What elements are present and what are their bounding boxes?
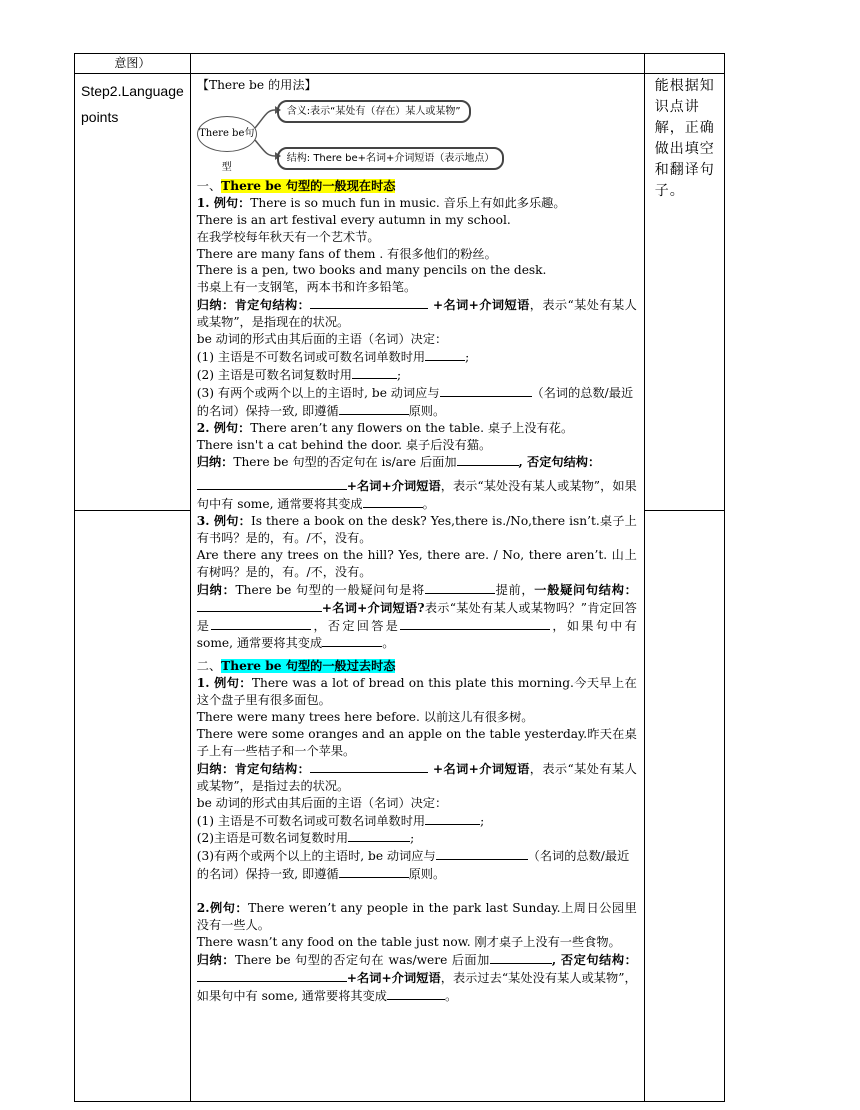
rule-text: (1) 主语是不可数名词或可数名词单数时用 — [196, 813, 426, 828]
part1-summary3 — [197, 581, 637, 653]
answer-blank[interactable] — [440, 384, 532, 397]
summary-label: 归纳：肯定句结构： — [196, 298, 311, 313]
part1-ex3-label: 3. 例句： — [196, 514, 251, 529]
part1-ex1-line3: 在我学校每年秋天有一个艺术节。 — [196, 229, 380, 244]
part2-rule2: (2)主语是可数名词复数时用 ; — [196, 831, 415, 846]
part1-be-rule: be 动词的形式由其后面的主语（名词）决定： — [196, 332, 448, 347]
spacer — [197, 883, 637, 900]
table-row-step2 — [75, 74, 725, 511]
part1-summary2 — [197, 453, 637, 471]
summary-text: ，如果句中有 some, 通常要将其变成 — [196, 618, 637, 651]
summary-text: 提前， — [494, 582, 535, 597]
part2-ex1-line2: There were many trees here before. 以前这儿有很多树。 — [196, 710, 534, 725]
content-cell — [190, 74, 644, 1102]
answer-blank[interactable] — [197, 969, 347, 982]
answer-blank[interactable] — [211, 617, 311, 630]
rule-text: (3) 有两个或两个以上的主语时, be 动词应与 — [196, 385, 440, 400]
end-mark: 。 — [382, 636, 395, 651]
part1-ex1-line1 — [197, 195, 637, 212]
part1-ex1-line6: 书桌上有一支钢笔，两本书和许多铅笔。 — [196, 280, 417, 295]
part1-ex1-line5: There is a pen, two books and many pencils on the desk. — [196, 263, 547, 278]
part2-heading — [197, 658, 637, 675]
part1-prefix: 一、 — [196, 178, 222, 193]
answer-blank[interactable] — [363, 495, 423, 508]
part2-ex1-line1 — [197, 675, 637, 709]
part1-ex1-label: 1. 例句： — [196, 195, 251, 210]
summary-bold: +名词+介词短语 — [346, 479, 441, 494]
part2-rule1: (1) 主语是不可数名词或可数名词单数时用 ; — [196, 813, 485, 828]
header-cell-empty-2 — [644, 54, 724, 74]
summary-bold: 一般疑问句结构： — [534, 582, 637, 597]
summary-text: ，表示“某处没有某人或某物”，如果句中有 some, 通常要将其变成 — [196, 479, 637, 512]
answer-blank[interactable] — [352, 366, 397, 379]
part2-ex1-line3: There were some oranges and an apple on the table yesterday.昨天在桌子上有一些桔子和一个苹果。 — [196, 727, 637, 758]
answer-blank[interactable] — [436, 847, 528, 860]
answer-blank[interactable] — [387, 987, 445, 1000]
part2-rule3 — [197, 847, 637, 883]
part1-ex2-line2: There isn't a cat behind the door. 桌子后没有猫。 — [196, 437, 492, 452]
part1-ex3-line2: Are there any trees on the hill? Yes, there are. / No, there aren’t. 山上有树吗？是的，有。/不，没有。 — [196, 547, 637, 579]
part1-ex1-line2: There is an art festival every autumn in my school. — [196, 212, 511, 227]
rule-text: (2) 主语是可数名词复数时用 — [196, 367, 352, 382]
answer-blank[interactable] — [339, 865, 409, 878]
header-cell-empty — [190, 54, 644, 74]
part1-ex2-label: 2. 例句： — [196, 420, 251, 435]
answer-blank[interactable] — [400, 617, 550, 630]
part1-summary2-cont — [197, 477, 637, 513]
part1-title: There be 句型的一般现在时态 — [221, 178, 396, 193]
part2-summary2 — [197, 951, 637, 1005]
end-mark: 。 — [422, 497, 435, 512]
answer-blank[interactable] — [197, 599, 322, 612]
part2-ex1-label: 1. 例句： — [196, 676, 252, 691]
mind-map-meaning-node: 含义:表示“某处有（存在）某人或某物” — [277, 100, 471, 123]
goal-cell — [644, 74, 724, 511]
part1-ex2-line1 — [197, 420, 637, 437]
mind-map-diagram — [197, 94, 637, 172]
part1-ex3-line1 — [197, 513, 637, 547]
answer-blank[interactable] — [310, 760, 428, 773]
summary-label: 归纳： — [196, 455, 234, 470]
summary-bold: , 否定句结构： — [551, 952, 637, 967]
summary-bold: +名词+介词短语 — [428, 298, 530, 313]
rule-text: （名词的总数/最近的名词）保持一致, 即遵循 — [196, 385, 634, 418]
goal-text: 能根据知识点讲解，正确做出填空和翻译句子。 — [654, 78, 715, 199]
end-mark: 。 — [445, 988, 458, 1003]
part2-ex2-line2: There wasn’t any food on the table just now. 刚才桌子上没有一些食物。 — [196, 934, 621, 949]
part2-ex2-text: There weren’t any people in the park last Sunday.上周日公园里没有一些人。 — [196, 901, 637, 933]
summary-text: There be 句型的否定句在 is/are 后面加 — [233, 455, 457, 470]
part1-ex1-text: There is so much fun in music. 音乐上有如此多乐趣。 — [250, 195, 566, 210]
summary-text: There be 句型的一般疑问句是将 — [235, 582, 425, 597]
part2-ex1-text: There was a lot of bread on this plate this morning.今天早上在这个盘子里有很多面包。 — [196, 676, 637, 708]
answer-blank[interactable] — [348, 829, 410, 842]
answer-blank[interactable] — [310, 296, 428, 309]
answer-blank[interactable] — [322, 634, 382, 647]
part2-summary1 — [197, 760, 637, 795]
table-header-row — [75, 54, 725, 74]
part1-rule3 — [197, 384, 637, 420]
answer-blank[interactable] — [490, 951, 552, 964]
answer-blank[interactable] — [339, 402, 409, 415]
stage-cell-empty — [75, 511, 191, 1102]
summary-bold: +名词+介词短语? — [321, 600, 425, 615]
part1-ex3-text: Is there a book on the desk? Yes,there is./No,there isn’t.桌子上有书吗？是的，有。/不，没有。 — [196, 514, 637, 546]
answer-blank[interactable] — [425, 581, 495, 594]
section-title: 【There be 的用法】 — [196, 78, 317, 92]
summary-bold: +名词+介词短语 — [428, 761, 530, 776]
stage-cell — [75, 74, 191, 511]
rule-text: (2)主语是可数名词复数时用 — [196, 831, 349, 846]
goal-cell-empty — [644, 511, 724, 1102]
part2-be-rule: be 动词的形式由其后面的主语（名词）决定： — [196, 795, 448, 810]
part1-heading — [197, 178, 637, 195]
part2-title: There be 句型的一般过去时态 — [221, 659, 396, 674]
part2-prefix: 二、 — [196, 659, 222, 674]
answer-blank[interactable] — [197, 477, 347, 490]
rule-text: 原则。 — [408, 403, 446, 418]
mind-map-center-node: There be句型 — [197, 116, 257, 152]
answer-blank[interactable] — [425, 812, 480, 825]
rule-text: (1) 主语是不可数名词或可数名词单数时用 — [196, 349, 426, 364]
rule-text: 原则。 — [408, 867, 446, 882]
mind-map-structure-node: 结构: There be+名词+介词短语（表示地点） — [277, 147, 505, 170]
summary-label: 归纳：肯定句结构： — [196, 761, 311, 776]
part1-ex1-line4: There are many fans of them . 有很多他们的粉丝。 — [196, 246, 497, 261]
header-cell-label: 意图） — [75, 54, 191, 74]
part2-ex2-line1 — [197, 900, 637, 934]
part1-summary1 — [197, 296, 637, 331]
summary-bold: , 否定句结构： — [518, 455, 601, 470]
summary-text: 表示“某处有某人或某物吗？”肯定回答是 — [196, 600, 637, 633]
summary-text: ，表示过去“某处没有某人或某物”，如果句中有 some, 通常要将其变成 — [196, 970, 637, 1003]
lesson-plan-table — [74, 53, 725, 1102]
summary-bold: +名词+介词短语 — [346, 970, 441, 985]
summary-label: 归纳： — [196, 582, 236, 597]
summary-label: 归纳： — [196, 952, 235, 967]
summary-text: ，表示“某处有某人或某物”，是指过去的状况。 — [196, 761, 637, 793]
summary-text: ，表示“某处有某人或某物”，是指现在的状况。 — [196, 298, 637, 330]
part1-rule2: (2) 主语是可数名词复数时用 ; — [196, 367, 402, 382]
part1-ex2-text: There aren’t any flowers on the table. 桌子上没有花。 — [250, 420, 574, 435]
part2-ex2-label: 2.例句： — [196, 901, 249, 916]
part1-rule1: (1) 主语是不可数名词或可数名词单数时用 ; — [196, 349, 470, 364]
summary-text: There be 句型的否定句在 was/were 后面加 — [234, 952, 490, 967]
stage-label: Step2.Language points — [81, 83, 184, 125]
answer-blank[interactable] — [457, 453, 519, 466]
summary-text: ，否定回答是 — [311, 618, 401, 633]
rule-text: (3)有两个或两个以上的主语时, be 动词应与 — [196, 849, 436, 864]
answer-blank[interactable] — [425, 348, 465, 361]
rule-text: （名词的总数/最近的名词）保持一致, 即遵循 — [196, 849, 630, 882]
